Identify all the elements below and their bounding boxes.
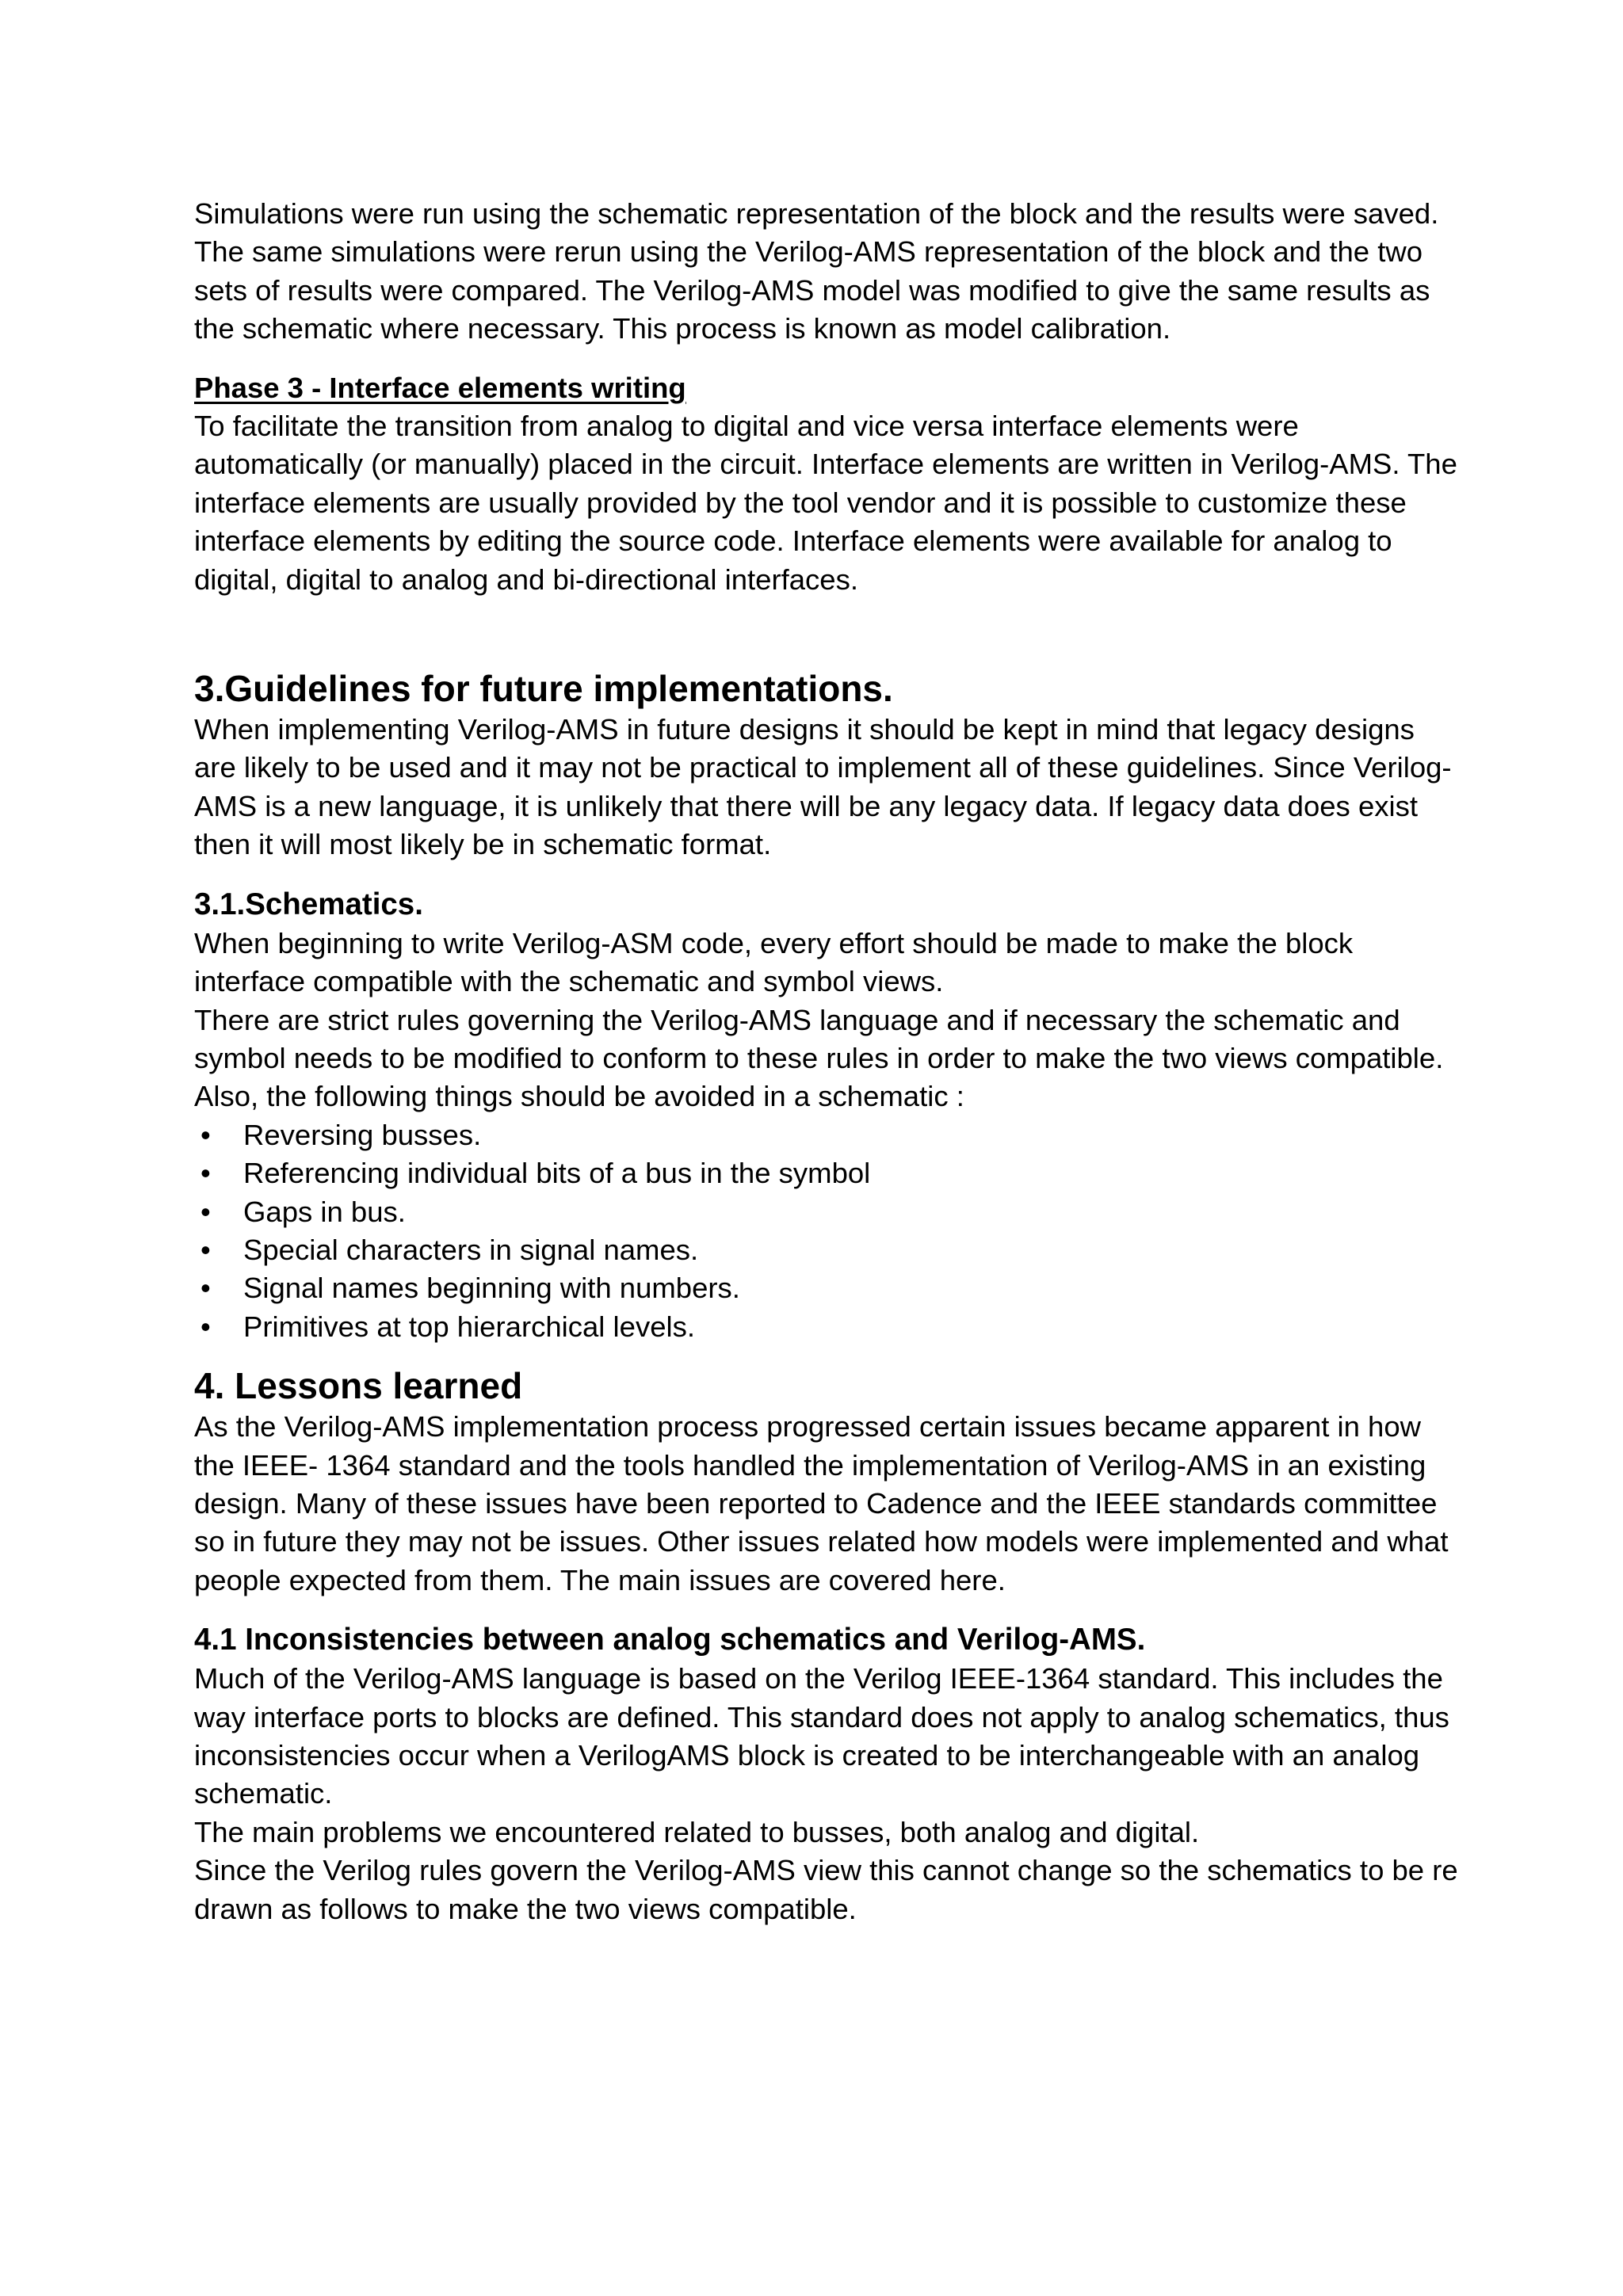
- list-item-text: Reversing busses.: [243, 1118, 482, 1151]
- section4-1-heading: 4.1 Inconsistencies between analog schematics and Verilog-AMS.: [194, 1623, 1146, 1657]
- section3-paragraph: When implementing Verilog-AMS in future designs it should be kept in mind that legacy designs are likely to be used and it may not be practical to implement all of these guidelines. Since Verilog-AMS is a new language, it is unlikely that there will be any legacy data. If legacy data does exist then it will most likely be in schematic format.: [194, 713, 1452, 861]
- bullet-icon: •: [200, 1195, 211, 1228]
- phase3-paragraph: To facilitate the transition from analog to digital and vice versa interface elements were automatically (or manually) placed in the circuit. Interface elements are written in Verilog-AMS. The interface elements are usually provided by the tool vendor and it is possible to customize these interface elements by editing the source code. Interface elements were available for analog to digital, digital to analog and bi-directional interfaces.: [194, 410, 1457, 596]
- bullet-icon: •: [200, 1157, 211, 1190]
- phase3-heading: Phase 3 - Interface elements writing: [194, 371, 686, 404]
- bullet-icon: •: [200, 1118, 211, 1151]
- list-item-text: Referencing individual bits of a bus in the symbol: [243, 1157, 871, 1190]
- section3-1-heading: 3.1.Schematics.: [194, 887, 423, 921]
- intro-paragraph: Simulations were run using the schematic representation of the block and the results were saved. The same simulations were rerun using the Verilog-AMS representation of the block and the two sets of results were compared. The Verilog-AMS model was modified to give the same results as the schematic where necessary. This process is known as model calibration.: [194, 197, 1439, 345]
- list-item-text: Signal names beginning with numbers.: [243, 1272, 740, 1305]
- document-page: [194, 195, 1462, 1928]
- section4-paragraph: As the Verilog-AMS implementation process progressed certain issues became apparent in how the IEEE- 1364 standard and the tools handled the implementation of Verilog-AMS in an existing design. Many of these issues have been reported to Cadence and the IEEE standards committee so in future they may not be issues. Other issues related how models were implemented and what people expected from them. The main issues are covered here.: [194, 1410, 1449, 1596]
- section4-1-paragraph-1: Much of the Verilog-AMS language is based on the Verilog IEEE-1364 standard. This includes the way interface ports to blocks are defined. This standard does not apply to analog schematics, thus inconsistencies occur when a VerilogAMS block is created to be interchangeable with an analog schematic.: [194, 1662, 1449, 1810]
- section3-1-paragraph-2: There are strict rules governing the Verilog-AMS language and if necessary the schematic and symbol needs to be modified to conform to these rules in order to make the two views compatible.: [194, 1003, 1444, 1074]
- section3-heading: 3.Guidelines for future implementations.: [194, 668, 893, 710]
- list-item: [194, 1154, 1462, 1192]
- section4-1-paragraph-2: The main problems we encountered related to busses, both analog and digital.: [194, 1815, 1200, 1848]
- section4-1-paragraph-3: Since the Verilog rules govern the Verilog-AMS view this cannot change so the schematics to be re drawn as follows to make the two views compatible.: [194, 1854, 1458, 1925]
- list-item-text: Gaps in bus.: [243, 1195, 406, 1228]
- section3-1-paragraph-1: When beginning to write Verilog-ASM code, every effort should be made to make the block interface compatible with the schematic and symbol views.: [194, 926, 1354, 998]
- list-item: [194, 1116, 1462, 1154]
- bullet-icon: •: [200, 1233, 211, 1266]
- section3-1-paragraph-3: Also, the following things should be avoided in a schematic :: [194, 1080, 964, 1113]
- bullet-icon: •: [200, 1310, 211, 1343]
- list-item: [194, 1269, 1462, 1307]
- list-item: [194, 1308, 1462, 1346]
- list-item: [194, 1193, 1462, 1231]
- section4-heading: 4. Lessons learned: [194, 1365, 523, 1407]
- list-item-text: Primitives at top hierarchical levels.: [243, 1310, 696, 1343]
- bullet-icon: •: [200, 1272, 211, 1305]
- list-item-text: Special characters in signal names.: [243, 1233, 699, 1266]
- avoid-list: [194, 1116, 1462, 1346]
- list-item: [194, 1231, 1462, 1269]
